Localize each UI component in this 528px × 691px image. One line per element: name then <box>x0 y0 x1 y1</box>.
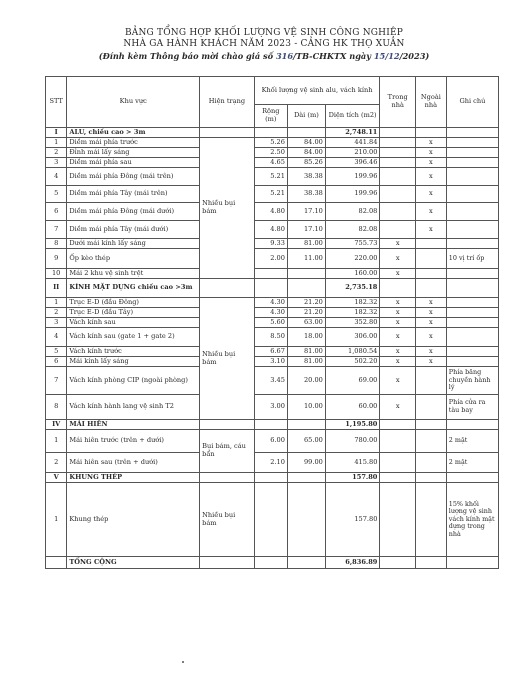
ref-date: 15/12 <box>373 51 400 61</box>
row-length: 65.00 <box>287 430 325 453</box>
section-total: 2,748.11 <box>325 128 380 138</box>
row-width: 5.21 <box>254 186 287 203</box>
row-area-m2: 1,080.54 <box>325 347 380 357</box>
row-area: Mái kính lấy sáng <box>67 357 200 367</box>
row-stt: 4 <box>46 168 67 186</box>
total-value: 6,836.89 <box>325 557 380 569</box>
row-outdoor: x <box>415 221 446 239</box>
row-length: 20.00 <box>287 367 325 395</box>
table-row <box>46 357 499 367</box>
title-line-3 <box>0 50 528 62</box>
row-stt: 1 <box>46 298 67 308</box>
row-length: 11.00 <box>287 249 325 269</box>
section-status <box>200 420 255 430</box>
title-line-2: NHÀ GA HÀNH KHÁCH NĂM 2023 - CẢNG HK THỌ XUÂN <box>123 39 405 49</box>
row-area: Vách kính phòng CIP (ngoài phòng) <box>67 367 200 395</box>
row-stt: 6 <box>46 203 67 221</box>
row-note <box>446 269 498 279</box>
table-row <box>46 158 499 168</box>
row-outdoor <box>415 269 446 279</box>
row-indoor: x <box>380 308 416 318</box>
table-row <box>46 203 499 221</box>
table-row <box>46 221 499 239</box>
row-width: 5.60 <box>254 318 287 328</box>
row-note: Phía cửa ra tàu bay <box>446 395 498 420</box>
section-dai <box>287 128 325 138</box>
row-area-m2: 306.00 <box>325 328 380 347</box>
row-note: 10 vị trí ốp <box>446 249 498 269</box>
row-length: 84.00 <box>287 148 325 158</box>
row-area: Diềm mái phía Tây (mái dưới) <box>67 221 200 239</box>
row-area: Mái 2 khu vệ sinh trệt <box>67 269 200 279</box>
row-outdoor: x <box>415 148 446 158</box>
section-trong <box>380 420 416 430</box>
section-ngoai <box>415 420 446 430</box>
section-name: KHUNG THÉP <box>67 473 200 483</box>
row-stt: 7 <box>46 221 67 239</box>
row-note: 15% khối lượng vệ sinh vách kính mặt dựng trong nhà <box>446 483 498 557</box>
col-header-ghi-chu: Ghi chú <box>446 77 498 128</box>
row-length: 38.38 <box>287 168 325 186</box>
section-rong <box>254 128 287 138</box>
row-width: 4.30 <box>254 298 287 308</box>
row-stt: 7 <box>46 367 67 395</box>
row-note <box>446 138 498 148</box>
summary-table <box>45 76 499 569</box>
row-width: 6.00 <box>254 430 287 453</box>
section-trong <box>380 279 416 298</box>
row-stt: 1 <box>46 483 67 557</box>
row-length <box>287 483 325 557</box>
row-stt: 8 <box>46 395 67 420</box>
row-area-m2: 160.00 <box>325 269 380 279</box>
row-area-m2: 210.00 <box>325 148 380 158</box>
row-length: 84.00 <box>287 138 325 148</box>
row-note <box>446 221 498 239</box>
row-length: 85.26 <box>287 158 325 168</box>
row-area: Vách kính trước <box>67 347 200 357</box>
table-row <box>46 328 499 347</box>
row-area: Dưới mái kính lấy sáng <box>67 239 200 249</box>
row-width: 6.67 <box>254 347 287 357</box>
row-area-m2: 199.96 <box>325 186 380 203</box>
ref-prefix: (Đính kèm Thông báo mời chào giá số <box>98 51 276 61</box>
row-area-m2: 69.00 <box>325 367 380 395</box>
row-area-m2: 60.00 <box>325 395 380 420</box>
row-status: Nhiều bụi bám <box>200 138 255 279</box>
row-area: Vách kính hành lang vệ sinh T2 <box>67 395 200 420</box>
section-row <box>46 420 499 430</box>
row-outdoor: x <box>415 168 446 186</box>
row-width: 2.00 <box>254 249 287 269</box>
col-header-trong-nha: Trong nhà <box>380 77 416 128</box>
section-total: 2,735.18 <box>325 279 380 298</box>
total-trong <box>380 557 416 569</box>
row-width: 2.50 <box>254 148 287 158</box>
row-width: 3.10 <box>254 357 287 367</box>
row-length: 10.00 <box>287 395 325 420</box>
col-header-stt: STT <box>46 77 67 128</box>
row-note <box>446 318 498 328</box>
row-area: Ốp kèo thép <box>67 249 200 269</box>
row-outdoor <box>415 430 446 453</box>
total-row <box>46 557 499 569</box>
row-note <box>446 298 498 308</box>
section-dai <box>287 420 325 430</box>
col-header-group: Khối lượng vệ sinh alu, vách kính <box>254 77 380 105</box>
row-indoor: x <box>380 249 416 269</box>
row-outdoor: x <box>415 347 446 357</box>
total-stt <box>46 557 67 569</box>
row-width <box>254 483 287 557</box>
row-width: 8.50 <box>254 328 287 347</box>
row-width: 4.30 <box>254 308 287 318</box>
row-area: Đỉnh mái lấy sáng <box>67 148 200 158</box>
row-outdoor: x <box>415 318 446 328</box>
section-row <box>46 279 499 298</box>
section-trong <box>380 128 416 138</box>
section-name: ALU, chiều cao > 3m <box>67 128 200 138</box>
row-indoor <box>380 168 416 186</box>
row-outdoor: x <box>415 158 446 168</box>
row-outdoor: x <box>415 328 446 347</box>
section-total: 157.80 <box>325 473 380 483</box>
row-stt: 2 <box>46 453 67 473</box>
row-note <box>446 168 498 186</box>
section-note <box>446 279 498 298</box>
row-outdoor <box>415 395 446 420</box>
row-area-m2: 755.73 <box>325 239 380 249</box>
total-label: TỔNG CỘNG <box>67 557 200 569</box>
row-length: 21.20 <box>287 298 325 308</box>
table-row <box>46 395 499 420</box>
row-indoor <box>380 148 416 158</box>
table-row <box>46 138 499 148</box>
col-header-ngoai-nha: Ngoài nhà <box>415 77 446 128</box>
row-note <box>446 148 498 158</box>
section-rong <box>254 473 287 483</box>
title-line-1: BẢNG TỔNG HỢP KHỐI LƯỢNG VỆ SINH CÔNG NGHIỆP <box>124 28 404 38</box>
table-row <box>46 318 499 328</box>
row-area-m2: 780.00 <box>325 430 380 453</box>
row-note <box>446 328 498 347</box>
section-dai <box>287 473 325 483</box>
row-area-m2: 352.80 <box>325 318 380 328</box>
row-stt: 3 <box>46 318 67 328</box>
row-width: 9.33 <box>254 239 287 249</box>
section-stt: II <box>46 279 67 298</box>
row-stt: 8 <box>46 239 67 249</box>
row-length: 81.00 <box>287 347 325 357</box>
section-ngoai <box>415 279 446 298</box>
row-area-m2: 199.96 <box>325 168 380 186</box>
section-row <box>46 473 499 483</box>
table-row <box>46 453 499 473</box>
row-indoor <box>380 158 416 168</box>
section-note <box>446 420 498 430</box>
row-outdoor: x <box>415 357 446 367</box>
section-ngoai <box>415 473 446 483</box>
row-stt: 5 <box>46 186 67 203</box>
total-note <box>446 557 498 569</box>
row-width: 5.21 <box>254 168 287 186</box>
document-header <box>0 28 528 62</box>
row-area: Trục E-D (đầu Tây) <box>67 308 200 318</box>
total-status <box>200 557 255 569</box>
table-row <box>46 239 499 249</box>
section-rong <box>254 420 287 430</box>
row-width: 3.45 <box>254 367 287 395</box>
row-area-m2: 157.80 <box>325 483 380 557</box>
table-row <box>46 186 499 203</box>
total-rong <box>254 557 287 569</box>
row-area: Khung thép <box>67 483 200 557</box>
row-area-m2: 415.80 <box>325 453 380 473</box>
section-ngoai <box>415 128 446 138</box>
row-area: Trục E-D (đầu Đông) <box>67 298 200 308</box>
row-outdoor: x <box>415 308 446 318</box>
row-length: 17.10 <box>287 203 325 221</box>
section-dai <box>287 279 325 298</box>
section-status <box>200 128 255 138</box>
row-area-m2: 82.08 <box>325 203 380 221</box>
table-row <box>46 269 499 279</box>
col-header-khu-vuc: Khu vực <box>67 77 200 128</box>
table-row <box>46 249 499 269</box>
row-length: 17.10 <box>287 221 325 239</box>
section-status <box>200 473 255 483</box>
row-outdoor <box>415 453 446 473</box>
row-outdoor: x <box>415 186 446 203</box>
row-stt: 2 <box>46 308 67 318</box>
row-note: Phía băng chuyền hành lý <box>446 367 498 395</box>
section-row <box>46 128 499 138</box>
row-indoor <box>380 221 416 239</box>
row-note <box>446 203 498 221</box>
row-length <box>287 269 325 279</box>
row-stt: 4 <box>46 328 67 347</box>
row-stt: 3 <box>46 158 67 168</box>
row-width <box>254 269 287 279</box>
row-length: 21.20 <box>287 308 325 318</box>
row-area-m2: 220.00 <box>325 249 380 269</box>
row-stt: 6 <box>46 357 67 367</box>
row-note <box>446 347 498 357</box>
col-header-hien-trang: Hiện trạng <box>200 77 255 128</box>
total-ngoai <box>415 557 446 569</box>
page-mark <box>182 661 184 663</box>
row-note: 2 mặt <box>446 453 498 473</box>
section-name: KÍNH MẶT DỰNG chiều cao >3m <box>67 279 200 298</box>
row-outdoor: x <box>415 138 446 148</box>
section-note <box>446 473 498 483</box>
row-area-m2: 182.32 <box>325 308 380 318</box>
row-area: Diềm mái phía Đông (mái dưới) <box>67 203 200 221</box>
row-indoor <box>380 186 416 203</box>
row-indoor <box>380 203 416 221</box>
row-note <box>446 308 498 318</box>
row-outdoor <box>415 483 446 557</box>
row-length: 81.00 <box>287 239 325 249</box>
row-indoor <box>380 453 416 473</box>
row-width: 4.80 <box>254 221 287 239</box>
table-row <box>46 308 499 318</box>
ref-mid: /TB-CHKTX ngày <box>293 51 374 61</box>
row-note <box>446 357 498 367</box>
row-stt: 9 <box>46 249 67 269</box>
row-length: 99.00 <box>287 453 325 473</box>
section-stt: IV <box>46 420 67 430</box>
row-length: 63.00 <box>287 318 325 328</box>
row-outdoor: x <box>415 298 446 308</box>
row-area: Vách kính sau <box>67 318 200 328</box>
row-status: Nhiều bụi bám <box>200 483 255 557</box>
row-status: Nhiều bụi bám <box>200 298 255 420</box>
row-width: 2.10 <box>254 453 287 473</box>
row-length: 38.38 <box>287 186 325 203</box>
row-outdoor <box>415 239 446 249</box>
col-header-dien-tich: Diện tích (m2) <box>325 105 380 128</box>
row-note <box>446 239 498 249</box>
section-status <box>200 279 255 298</box>
row-indoor: x <box>380 347 416 357</box>
total-dai <box>287 557 325 569</box>
section-name: MÁI HIÊN <box>67 420 200 430</box>
row-area: Mái hiên sau (trên + dưới) <box>67 453 200 473</box>
row-status: Bụi bám, cáu bẩn <box>200 430 255 473</box>
row-area: Diềm mái phía Đông (mái trên) <box>67 168 200 186</box>
row-area: Vách kính sau (gate 1 + gate 2) <box>67 328 200 347</box>
row-length: 18.00 <box>287 328 325 347</box>
row-stt: 1 <box>46 430 67 453</box>
row-area-m2: 396.46 <box>325 158 380 168</box>
row-area-m2: 502.20 <box>325 357 380 367</box>
row-stt: 2 <box>46 148 67 158</box>
row-stt: 5 <box>46 347 67 357</box>
section-stt: I <box>46 128 67 138</box>
row-indoor: x <box>380 328 416 347</box>
table-row <box>46 298 499 308</box>
row-area-m2: 441.84 <box>325 138 380 148</box>
row-area-m2: 182.32 <box>325 298 380 308</box>
row-indoor: x <box>380 269 416 279</box>
table-row <box>46 168 499 186</box>
table-row <box>46 483 499 557</box>
section-trong <box>380 473 416 483</box>
row-stt: 10 <box>46 269 67 279</box>
row-width: 3.00 <box>254 395 287 420</box>
row-indoor: x <box>380 395 416 420</box>
table-row <box>46 347 499 357</box>
table-row <box>46 430 499 453</box>
row-indoor: x <box>380 318 416 328</box>
row-width: 4.65 <box>254 158 287 168</box>
section-total: 1,195.80 <box>325 420 380 430</box>
row-note <box>446 158 498 168</box>
row-note <box>446 186 498 203</box>
row-outdoor <box>415 249 446 269</box>
section-rong <box>254 279 287 298</box>
row-width: 5.26 <box>254 138 287 148</box>
row-indoor <box>380 138 416 148</box>
row-area: Diềm mái phía Tây (mái trên) <box>67 186 200 203</box>
row-area-m2: 82.08 <box>325 221 380 239</box>
row-indoor: x <box>380 239 416 249</box>
col-header-dai: Dài (m) <box>287 105 325 128</box>
row-outdoor: x <box>415 203 446 221</box>
section-stt: V <box>46 473 67 483</box>
col-header-rong: Rộng (m) <box>254 105 287 128</box>
row-indoor: x <box>380 357 416 367</box>
row-indoor: x <box>380 298 416 308</box>
row-outdoor <box>415 367 446 395</box>
row-indoor <box>380 430 416 453</box>
row-indoor: x <box>380 367 416 395</box>
table-row <box>46 148 499 158</box>
table-row <box>46 367 499 395</box>
row-length: 81.00 <box>287 357 325 367</box>
section-note <box>446 128 498 138</box>
row-indoor <box>380 483 416 557</box>
row-area: Diềm mái phía sau <box>67 158 200 168</box>
row-width: 4.80 <box>254 203 287 221</box>
row-area: Diềm mái phía trước <box>67 138 200 148</box>
ref-suffix: /2023) <box>399 51 430 61</box>
row-area: Mái hiên trước (trên + dưới) <box>67 430 200 453</box>
ref-number: 316 <box>275 51 294 61</box>
row-stt: 1 <box>46 138 67 148</box>
row-note: 2 mặt <box>446 430 498 453</box>
